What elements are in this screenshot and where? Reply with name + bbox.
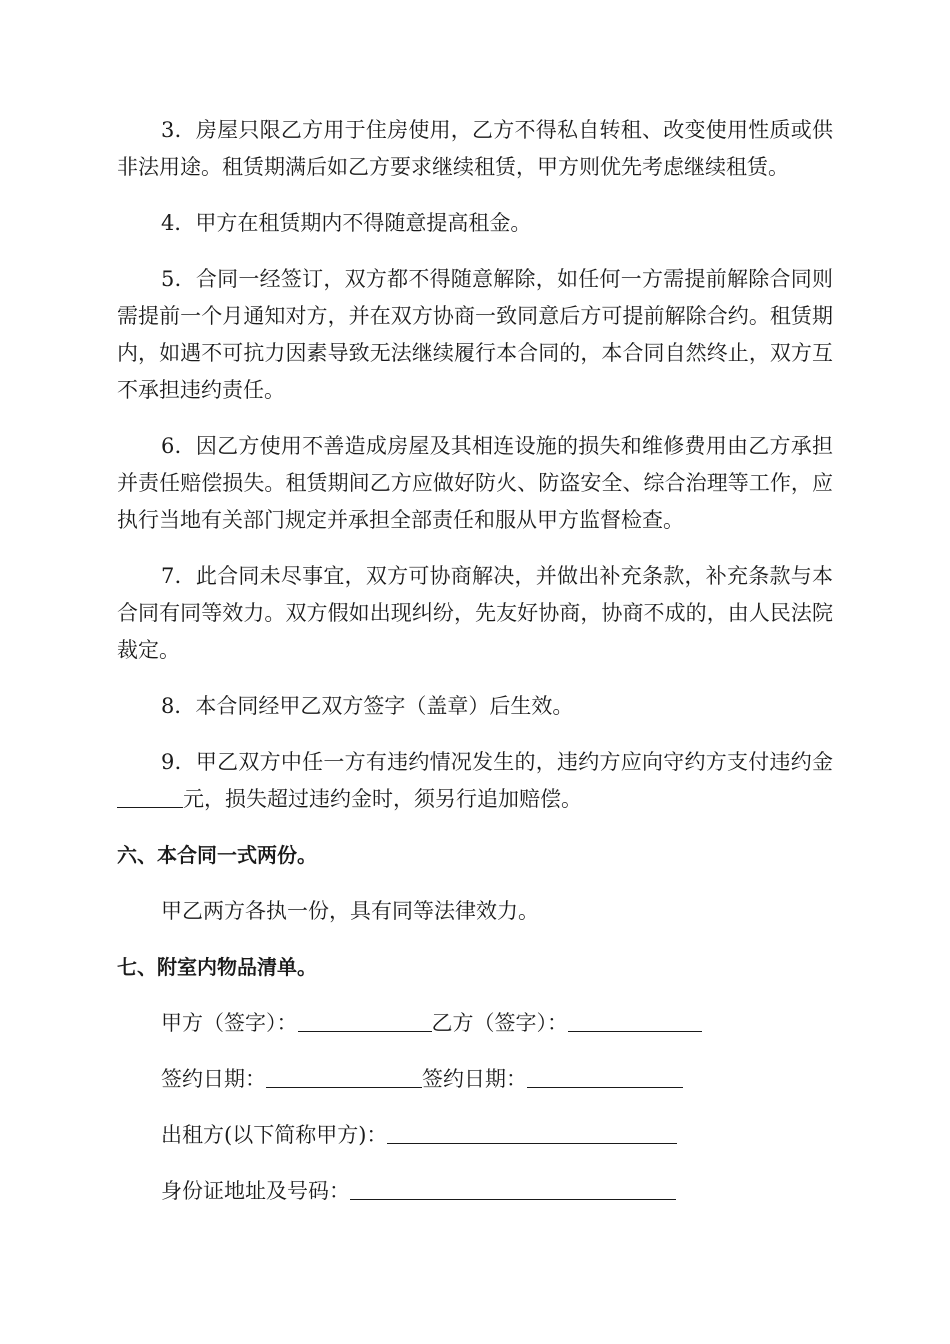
clause-3: 3．房屋只限乙方用于住房使用，乙方不得私自转租、改变使用性质或供非法用途。租赁期满后如乙方要求继续租赁，甲方则优先考虑继续租赁。 xyxy=(117,118,833,179)
id-address-blank[interactable] xyxy=(350,1177,676,1200)
section-7-heading: 七、附室内物品清单。 xyxy=(117,955,317,979)
signature-row xyxy=(117,1005,833,1042)
sign-date-b-label: 签约日期： xyxy=(422,1067,527,1091)
sign-date-a-blank[interactable] xyxy=(266,1065,422,1088)
clause-8: 8．本合同经甲乙双方签字（盖章）后生效。 xyxy=(161,694,574,718)
party-a-sign-blank[interactable] xyxy=(298,1009,432,1032)
lessor-blank[interactable] xyxy=(387,1121,677,1144)
clause-5: 5．合同一经签订，双方都不得随意解除，如任何一方需提前解除合同则需提前一个月通知对方，并在双方协商一致同意后方可提前解除合约。租赁期内，如遇不可抗力因素导致无法继续履行本合同的，本合同自然终止，双方互不承担违约责任。 xyxy=(117,267,833,402)
party-b-sign-label: 乙方（签字）： xyxy=(431,1011,568,1035)
clause-4: 4．甲方在租赁期内不得随意提高租金。 xyxy=(161,211,532,235)
sign-date-row xyxy=(117,1061,833,1098)
id-address-label: 身份证地址及号码： xyxy=(161,1179,350,1203)
party-b-sign-blank[interactable] xyxy=(568,1009,702,1032)
clause-9 xyxy=(117,744,833,818)
penalty-amount-blank[interactable] xyxy=(117,785,183,808)
section-6-heading: 六、本合同一式两份。 xyxy=(117,843,317,867)
clause-7: 7．此合同未尽事宜，双方可协商解决，并做出补充条款，补充条款与本合同有同等效力。双方假如出现纠纷，先友好协商，协商不成的，由人民法院裁定。 xyxy=(117,564,833,662)
party-a-sign-label: 甲方（签字）： xyxy=(161,1011,298,1035)
section-6-body: 甲乙两方各执一份，具有同等法律效力。 xyxy=(161,899,539,923)
clause-6: 6．因乙方使用不善造成房屋及其相连设施的损失和维修费用由乙方承担并责任赔偿损失。租赁期间乙方应做好防火、防盗安全、综合治理等工作，应执行当地有关部门规定并承担全部责任和服从甲方监督检查。 xyxy=(117,434,833,532)
clause-9-before: 9．甲乙双方中任一方有违约情况发生的，违约方应向守约方支付违约金 xyxy=(161,750,833,774)
lessor-label: 出租方(以下简称甲方)： xyxy=(161,1123,388,1147)
clause-9-after: 元，损失超过违约金时，须另行追加赔偿。 xyxy=(183,787,582,811)
sign-date-a-label: 签约日期： xyxy=(161,1067,266,1091)
contract-page xyxy=(117,112,833,1229)
sign-date-b-blank[interactable] xyxy=(527,1065,683,1088)
lessor-row xyxy=(117,1117,833,1154)
id-address-row xyxy=(117,1173,833,1210)
